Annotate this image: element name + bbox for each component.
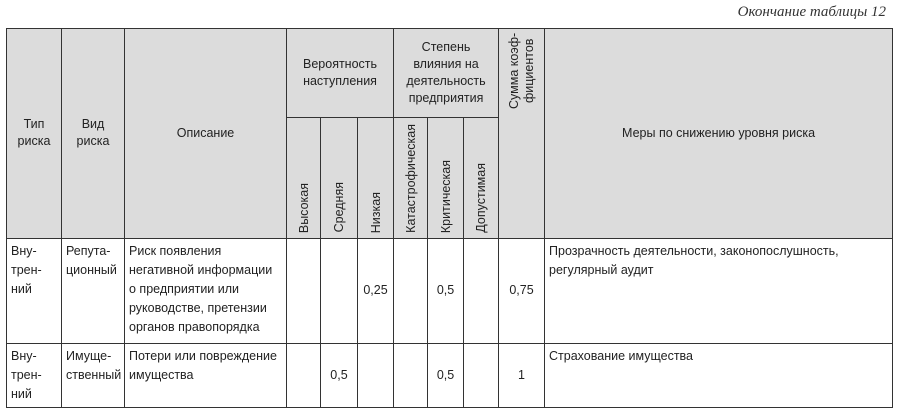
risk-table [6,28,893,408]
subheader-acceptable: Допустимая [464,118,499,239]
cell-kind: Репута- ционный [62,238,125,343]
cell-type: Вну- трен- ний [7,343,62,407]
cell-catastrophic [394,238,428,343]
header-risk-kind: Вид риска [62,29,125,239]
cell-type: Вну- трен- ний [7,238,62,343]
table-caption: Окончание таблицы 12 [737,4,886,20]
cell-catastrophic [394,343,428,407]
cell-description: Потери или повреждение имущества [125,343,287,407]
cell-high [287,343,321,407]
cell-low: 0,25 [358,238,394,343]
cell-sum: 0,75 [499,238,545,343]
subheader-low: Низкая [358,118,394,239]
cell-measures: Страхование имущества [545,343,893,407]
cell-kind: Имуще- ственный [62,343,125,407]
header-probability: Вероятность наступления [287,29,394,118]
header-impact: Степень влияния на деятельность предприятия [394,29,499,118]
table-row [7,238,893,343]
cell-low [358,343,394,407]
cell-medium [321,238,358,343]
cell-sum: 1 [499,343,545,407]
header-risk-type: Тип риска [7,29,62,239]
subheader-catastrophic: Катастрофическая [394,118,428,239]
cell-critical: 0,5 [428,343,464,407]
subheader-medium: Средняя [321,118,358,239]
header-description: Описание [125,29,287,239]
cell-high [287,238,321,343]
cell-acceptable [464,238,499,343]
cell-acceptable [464,343,499,407]
header-sum: Сумма коэф- фициентов [499,29,545,239]
subheader-high: Высокая [287,118,321,239]
table-row [7,343,893,407]
subheader-critical: Критическая [428,118,464,239]
cell-description: Риск появления негативной информации о предприятии или руководстве, претензии органов правопорядка [125,238,287,343]
cell-measures: Прозрачность деятельности, законопослушность, регулярный аудит [545,238,893,343]
cell-medium: 0,5 [321,343,358,407]
cell-critical: 0,5 [428,238,464,343]
header-measures: Меры по снижению уровня риска [545,29,893,239]
